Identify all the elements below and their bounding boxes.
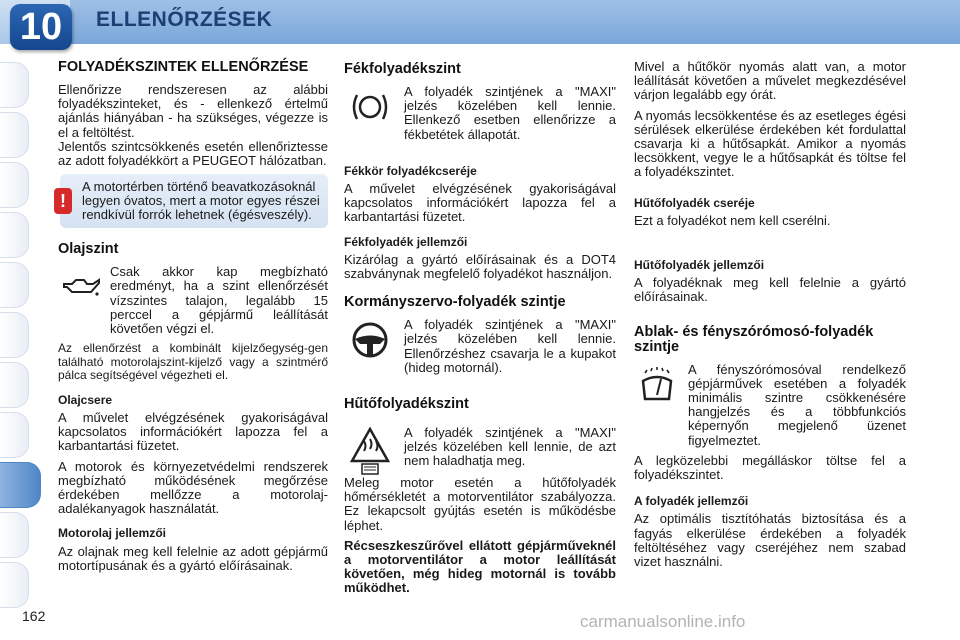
column-2 [344, 60, 616, 602]
paragraph: Az optimális tisztítóhatás biztosítása és a fagyás elkerülése érdekében a folyadék feltöltéséhez vagy cseréjéhez nem szabad vizet használni. [634, 511, 906, 570]
column-3 [634, 60, 906, 575]
steering-fluid-block [344, 318, 616, 381]
warning-text: A motortérben történő beavatkozásoknál legyen óvatos, mert a motor egyes részei rendkívül forrók lehetnek (égésveszély). [82, 179, 320, 223]
paragraph: Ezt a folyadékot nem kell cserélni. [634, 212, 831, 228]
chapter-tab[interactable] [0, 512, 29, 558]
paragraph: Jelentős szintcsökkenés esetén ellenőriztesse az adott folyadékkört a PEUGEOT hálózatban. [58, 138, 328, 169]
oil-can-icon [58, 265, 102, 309]
paragraph: A folyadék szintjének a "MAXI" jelzés közelében kell lennie, de azt nem haladhatja meg. [404, 425, 616, 469]
page-number: 162 [22, 608, 46, 624]
chapter-tab[interactable] [0, 562, 29, 608]
paragraph: Kizárólag a gyártó előírásainak és a DOT4 szabványnak megfelelő folyadékot használjon. [344, 251, 616, 282]
chapter-tab[interactable] [0, 312, 29, 358]
subsection-title: A folyadék jellemzői [634, 494, 749, 509]
paragraph: A legközelebbi megálláskor töltse fel a folyadékszintet. [634, 452, 906, 483]
watermark: carmanualsonline.info [580, 612, 746, 631]
column-1 [58, 60, 328, 579]
section-title: Fékfolyadékszint [344, 61, 461, 77]
chapter-tab[interactable] [0, 112, 29, 158]
chapter-tab[interactable] [0, 412, 29, 458]
header-bar [0, 0, 960, 48]
paragraph: Meleg motor esetén a hűtőfolyadék hőmérsékletét a motorventilátor szabályozza. Ez lekapcsolt gyújtás esetén is működésbe léphet. [344, 475, 616, 533]
page-title: ELLENŐRZÉSEK [96, 8, 273, 31]
subsection-title: Motorolaj jellemzői [58, 526, 167, 541]
paragraph: Az ellenőrzést a kombinált kijelzőegység-gen található motorolajszint-kijelző vagy a szintmérő pálca segítségével végezheti el. [58, 341, 328, 383]
subsection-title: Olajcsere [58, 392, 113, 407]
section-title: FOLYADÉKSZINTEK ELLENŐRZÉSE [58, 59, 309, 75]
chapter-tab[interactable] [0, 62, 29, 108]
paragraph: A folyadék szintjének a "MAXI" jelzés közelében kell lennie. Ellenkező esetben ellenőrizze a fékbetétek állapotát. [404, 84, 616, 142]
paragraph: A motorok és környezetvédelmi rendszerek megbízható működésének megőrzése érdekében mellőzze a motorolaj-adalékanyagok használatát. [58, 458, 328, 517]
paragraph: Mivel a hűtőkör nyomás alatt van, a motor leállítását követően a művelet megkezdésével várjon legalább egy órát. [634, 59, 906, 103]
chapter-tab[interactable] [0, 212, 29, 258]
warning-icon: ! [54, 188, 72, 214]
section-title: Ablak- és fényszórómosó-folyadék szintje [634, 323, 874, 355]
oil-level-block [58, 265, 328, 342]
brake-fluid-block [344, 85, 616, 148]
paragraph: A művelet elvégzésének gyakoriságával kapcsolatos információkért lapozza fel a karbantartási füzetet. [344, 181, 616, 225]
washer-fluid-block [634, 363, 906, 454]
subsection-title: Hűtőfolyadék jellemzői [634, 258, 765, 273]
chapter-tab[interactable] [0, 262, 29, 308]
steering-wheel-icon [344, 318, 396, 362]
paragraph: Az olajnak meg kell felelnie az adott gépjármű motortípusának és a gyártó előírásainak. [58, 543, 328, 573]
paragraph: A folyadéknak meg kell felelnie a gyártó előírásainak. [634, 275, 906, 305]
section-title: Kormányszervo-folyadék szintje [344, 294, 566, 311]
hot-coolant-warning-icon [344, 426, 396, 476]
paragraph: A fényszórómosóval rendelkező gépjárművek esetében a folyadék minimális szintre csökkenésére hangjelzés és a többfunkciós képernyőn megjelenő üzenet figyelmeztet. [688, 361, 906, 448]
paragraph: Csak akkor kap megbízható eredményt, ha a szint ellenőrzését vízszintes talajon, legalább 15 perccel a gépjármű leállítását követően végzi el. [110, 264, 328, 337]
paragraph: A nyomás lecsökkentése és az esetleges égési sérülések elkerülése érdekében két fordulattal csavarja ki a hűtősapkát. Amikor a nyomás lecsökkent, vegye le a hűtősapkát és töltse fel a folyadékszintet. [634, 107, 906, 180]
subsection-title: Fékfolyadék jellemzői [344, 234, 468, 249]
paragraph-bold: Récseszkeszűrővel ellátott gépjárműveknél a motorventilátor a motor leállítását követően, még hideg motornál is tovább működhet. [344, 537, 616, 596]
subsection-title: Fékkör folyadékcseréje [344, 163, 477, 178]
warning-box [60, 174, 328, 228]
chapter-tab[interactable] [0, 162, 29, 208]
section-title: Olajszint [58, 241, 119, 258]
chapter-tab-active[interactable] [0, 462, 41, 508]
windscreen-washer-icon [634, 363, 680, 407]
brake-warning-icon [344, 85, 396, 129]
subsection-title: Hűtőfolyadék cseréje [634, 195, 755, 210]
paragraph: A folyadék szintjének a "MAXI" jelzés közelében kell lennie. Ellenőrzéshez csavarja le a kupakot (hideg motornál). [404, 317, 616, 375]
paragraph: Ellenőrizze rendszeresen az alábbi folyadékszinteket, és - ellenkező értelmű ajánlás hiányában - ha szükséges, végezze is el a feltöltést. [58, 82, 328, 140]
section-title: Hűtőfolyadékszint [344, 396, 469, 413]
chapter-tab[interactable] [0, 362, 29, 408]
chapter-number-badge: 10 [10, 4, 72, 50]
coolant-block [344, 426, 616, 476]
chapter-tabs [0, 44, 42, 640]
paragraph: A művelet elvégzésének gyakoriságával kapcsolatos információkért lapozza fel a karbantartási füzetet. [58, 409, 328, 454]
